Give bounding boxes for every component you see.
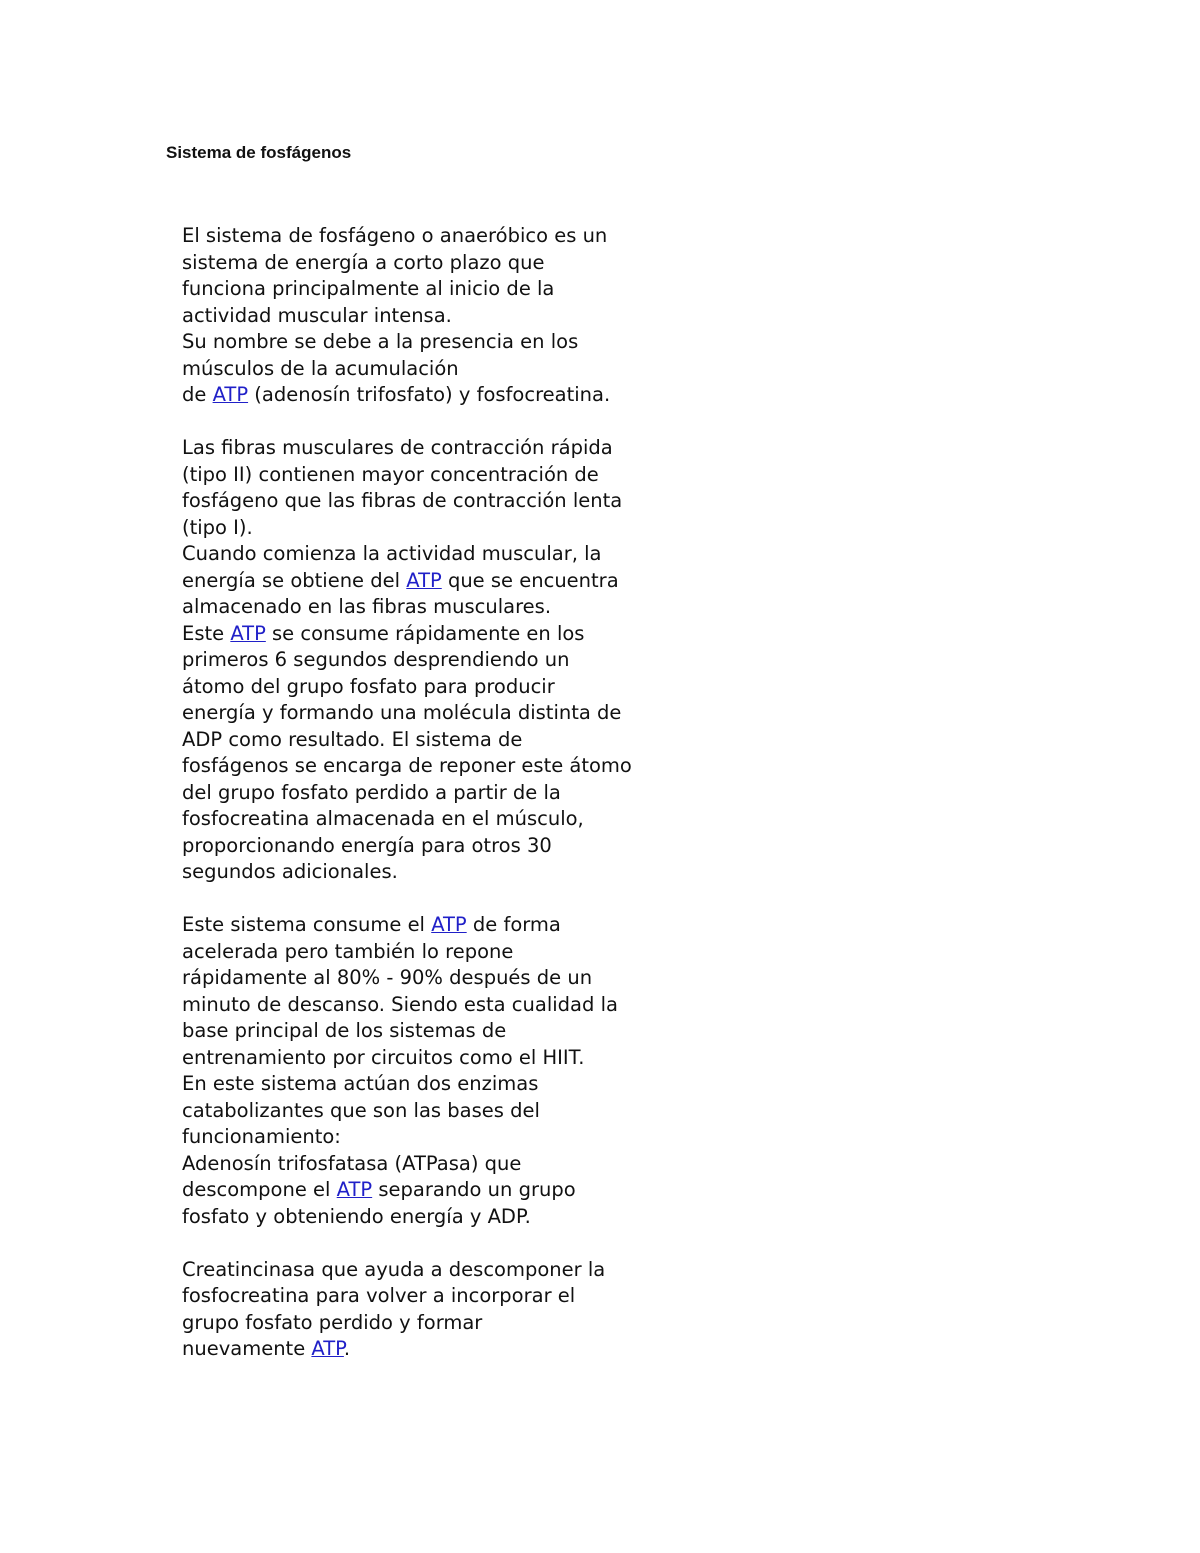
text-line	[182, 1124, 682, 1151]
text-segment: catabolizantes que son las bases del	[182, 1098, 540, 1122]
text-segment: entrenamiento por circuitos como el HIIT.	[182, 1045, 585, 1069]
text-segment: Cuando comienza la actividad muscular, la	[182, 542, 602, 565]
text-line	[182, 276, 682, 303]
text-segment: descompone el	[182, 1178, 337, 1201]
text-segment: Su nombre se debe a la presencia en los	[182, 330, 579, 353]
text-segment: energía se obtiene del	[182, 568, 407, 592]
text-line	[182, 594, 682, 621]
document-title: Sistema de fosfágenos	[166, 143, 352, 162]
text-segment: En este sistema actúan dos enzimas	[182, 1072, 539, 1095]
text-segment: minuto de descanso. Siendo esta cualidad la	[182, 992, 618, 1016]
text-segment: acelerada pero también lo repone	[182, 939, 514, 963]
text-segment: grupo fosfato perdido y formar	[182, 1310, 483, 1334]
text-segment: Adenosín trifosfatasa (ATPasa) que	[182, 1151, 522, 1175]
paragraph	[182, 912, 682, 1230]
text-line	[182, 568, 682, 595]
text-line	[182, 1071, 682, 1098]
atp-link[interactable]: ATP	[212, 383, 249, 406]
text-line	[182, 1018, 682, 1045]
atp-link[interactable]: ATP	[406, 568, 442, 592]
text-line	[182, 780, 682, 807]
text-line	[182, 833, 682, 860]
text-line	[182, 727, 682, 754]
text-segment: que se encuentra	[441, 568, 619, 592]
text-line	[182, 1257, 682, 1284]
text-segment: fosfocreatina almacenada en el músculo,	[182, 807, 584, 830]
text-line	[182, 541, 682, 568]
text-line	[182, 859, 682, 886]
text-line	[182, 435, 682, 462]
text-line	[182, 965, 682, 992]
text-segment: de forma	[466, 913, 561, 936]
text-line	[182, 1151, 682, 1178]
text-line	[182, 1204, 682, 1231]
text-line	[182, 700, 682, 727]
text-segment: nuevamente	[182, 1337, 312, 1360]
text-segment: sistema de energía a corto plazo que	[182, 250, 545, 274]
text-line	[182, 356, 682, 383]
text-line	[182, 1098, 682, 1125]
text-segment: ADP como resultado. El sistema de	[182, 727, 523, 751]
text-line	[182, 647, 682, 674]
text-segment: fosfágenos se encarga de reponer este átomo	[182, 754, 632, 777]
text-line	[182, 250, 682, 277]
text-line	[182, 674, 682, 701]
atp-link[interactable]: ATP	[431, 913, 467, 936]
text-segment: fosfocreatina para volver a incorporar el	[182, 1284, 576, 1307]
text-segment: funcionamiento:	[182, 1125, 341, 1148]
text-line	[182, 1283, 682, 1310]
atp-link[interactable]: ATP	[230, 621, 266, 645]
text-segment: base principal de los sistemas de	[182, 1019, 507, 1042]
text-line	[182, 939, 682, 966]
text-segment: Este sistema consume el	[182, 913, 432, 936]
paragraph	[182, 435, 682, 886]
text-line	[182, 806, 682, 833]
text-segment: (adenosín trifosfato) y fosfocreatina.	[248, 383, 611, 406]
text-segment: Creatincinasa que ayuda a descomponer la	[182, 1257, 606, 1281]
paragraph-spacer	[182, 886, 682, 913]
text-line	[182, 303, 682, 330]
text-segment: almacenado en las fibras musculares.	[182, 595, 552, 618]
text-segment: energía y formando una molécula distinta de	[182, 701, 622, 724]
text-segment: .	[343, 1337, 351, 1360]
text-segment: actividad muscular intensa.	[182, 303, 452, 327]
text-line	[182, 488, 682, 515]
text-segment: Las fibras musculares de contracción rápida	[182, 436, 613, 459]
text-line	[182, 1045, 682, 1072]
text-line	[182, 515, 682, 542]
text-line	[182, 992, 682, 1019]
text-line	[182, 329, 682, 356]
document-body	[182, 223, 682, 1363]
text-line	[182, 382, 682, 409]
text-segment: separando un grupo	[372, 1178, 576, 1201]
text-segment: funciona principalmente al inicio de la	[182, 277, 555, 300]
paragraph	[182, 1257, 682, 1363]
text-segment: El sistema de fosfágeno o anaeróbico es un	[182, 224, 608, 247]
text-segment: primeros 6 segundos desprendiendo un	[182, 648, 570, 671]
text-segment: del grupo fosfato perdido a partir de la	[182, 780, 561, 804]
text-segment: (tipo II) contienen mayor concentración de	[182, 462, 599, 486]
text-segment: átomo del grupo fosfato para producir	[182, 674, 555, 698]
text-segment: (tipo I).	[182, 515, 253, 539]
text-segment: fosfágeno que las fibras de contracción lenta	[182, 489, 623, 512]
paragraph	[182, 223, 682, 409]
text-line	[182, 1177, 682, 1204]
text-segment: proporcionando energía para otros 30	[182, 833, 552, 857]
text-line	[182, 1310, 682, 1337]
paragraph-spacer	[182, 1230, 682, 1257]
text-line	[182, 753, 682, 780]
text-segment: rápidamente al 80% - 90% después de un	[182, 966, 593, 989]
text-line	[182, 1336, 682, 1363]
text-line	[182, 912, 682, 939]
text-segment: de	[182, 383, 213, 406]
paragraph-spacer	[182, 409, 682, 436]
atp-link[interactable]: ATP	[336, 1178, 373, 1201]
text-segment: Este	[182, 621, 231, 645]
text-line	[182, 621, 682, 648]
text-line	[182, 462, 682, 489]
text-segment: fosfato y obteniendo energía y ADP.	[182, 1204, 531, 1228]
text-line	[182, 223, 682, 250]
text-segment: segundos adicionales.	[182, 860, 398, 883]
text-segment: músculos de la acumulación	[182, 356, 459, 380]
atp-link[interactable]: ATP	[311, 1337, 344, 1360]
text-segment: se consume rápidamente en los	[265, 621, 585, 645]
